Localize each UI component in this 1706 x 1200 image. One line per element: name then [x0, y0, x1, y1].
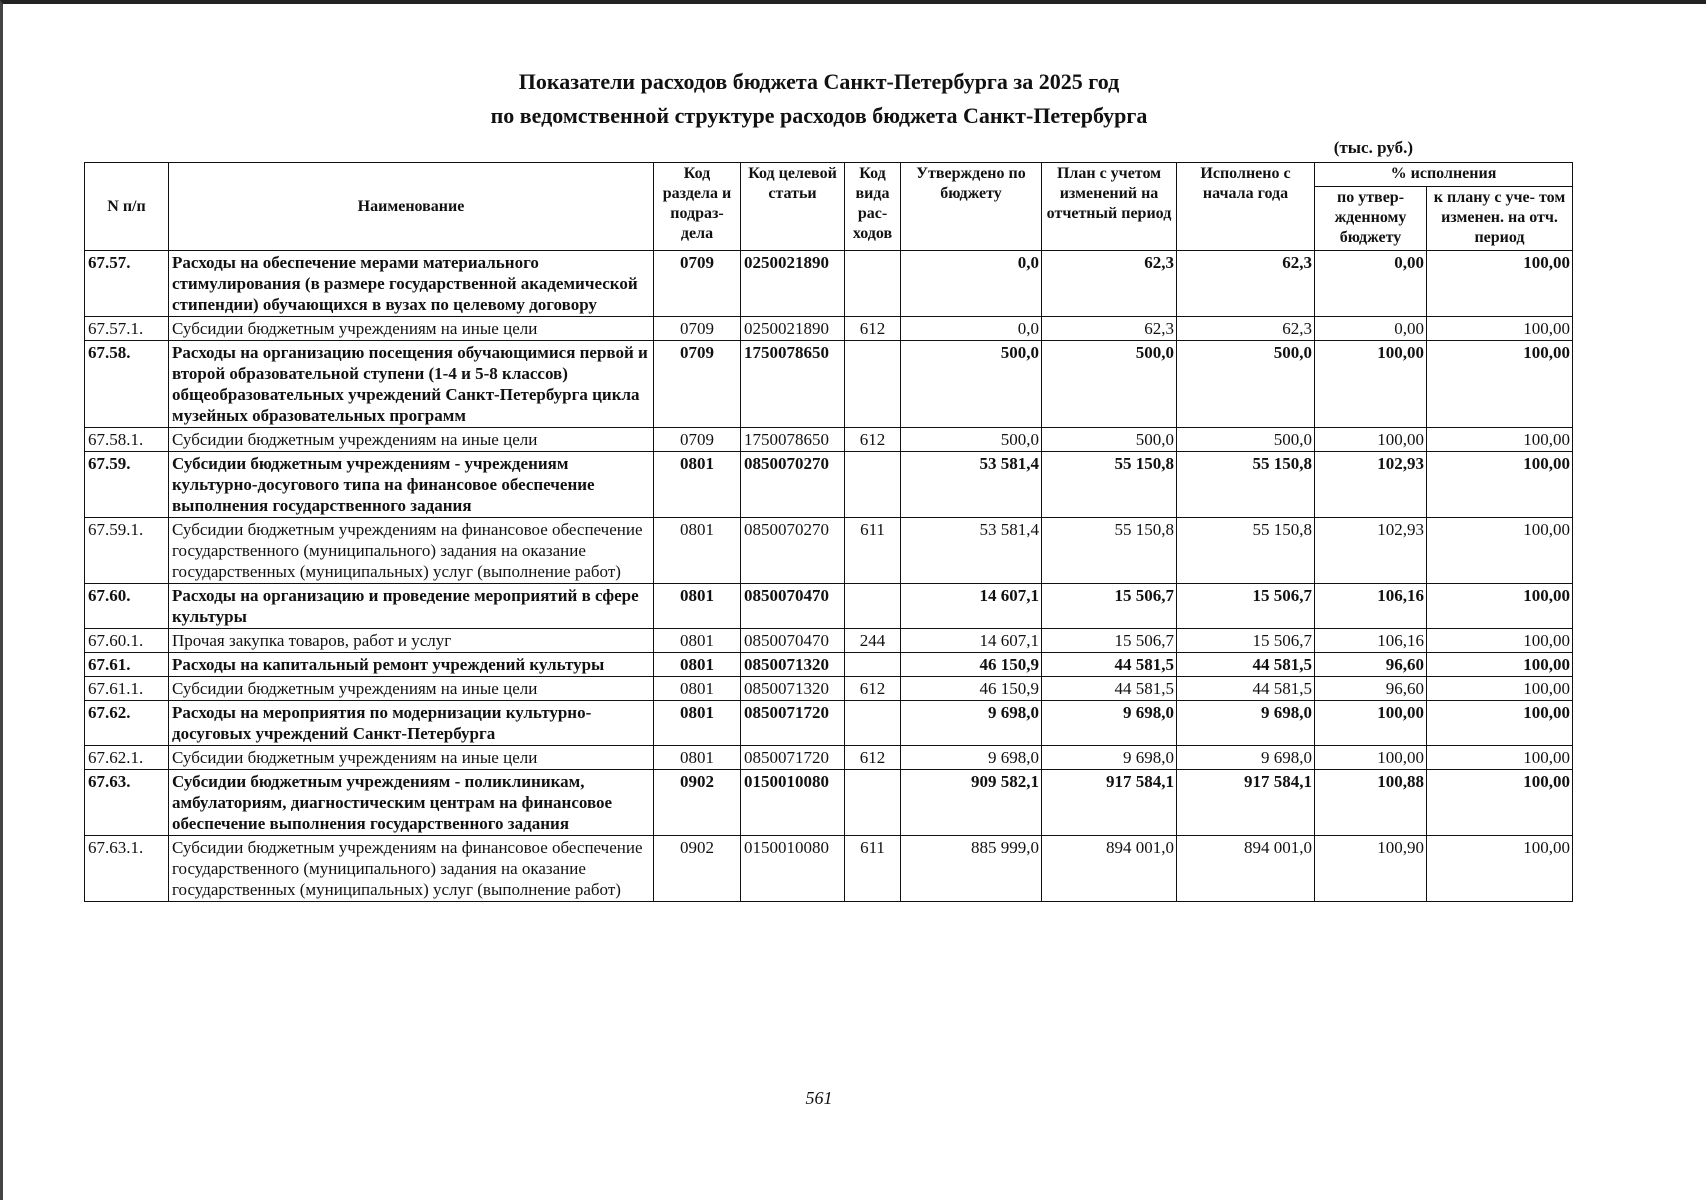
row-name: Расходы на мероприятия по модернизации культурно-досуговых учреждений Санкт-Петербурга [169, 701, 654, 746]
row-number: 67.63. [85, 770, 169, 836]
row-approved: 500,0 [901, 428, 1042, 452]
row-expense-kind [845, 341, 901, 428]
row-section-code: 0801 [654, 746, 741, 770]
row-executed: 15 506,7 [1177, 629, 1315, 653]
row-section-code: 0801 [654, 584, 741, 629]
row-expense-kind: 611 [845, 836, 901, 902]
row-expense-kind: 612 [845, 317, 901, 341]
units-label: (тыс. руб.) [1333, 138, 1413, 157]
header-pct-approved: по утвер- жденному бюджету [1315, 187, 1427, 251]
row-approved: 14 607,1 [901, 584, 1042, 629]
table-row [85, 251, 1573, 317]
row-name: Расходы на обеспечение мерами материального стимулирования (в размере государственной академической стипендии) обучающихся в вузах по целевому договору [169, 251, 654, 317]
row-expense-kind [845, 701, 901, 746]
header-section-code: Код раздела и подраз- дела [654, 163, 741, 251]
row-section-code: 0709 [654, 251, 741, 317]
row-pct-approved: 102,93 [1315, 518, 1427, 584]
header-plan: План с учетом изменений на отчетный период [1042, 163, 1177, 251]
row-section-code: 0801 [654, 518, 741, 584]
row-plan: 9 698,0 [1042, 701, 1177, 746]
row-plan: 9 698,0 [1042, 746, 1177, 770]
table-row [85, 341, 1573, 428]
row-target-code: 0850070270 [741, 518, 845, 584]
row-expense-kind: 244 [845, 629, 901, 653]
row-number: 67.61.1. [85, 677, 169, 701]
row-number: 67.61. [85, 653, 169, 677]
row-target-code: 0850071320 [741, 677, 845, 701]
header-target-code: Код целевой статьи [741, 163, 845, 251]
row-pct-plan: 100,00 [1427, 746, 1573, 770]
row-name: Прочая закупка товаров, работ и услуг [169, 629, 654, 653]
row-pct-approved: 96,60 [1315, 653, 1427, 677]
row-executed: 55 150,8 [1177, 518, 1315, 584]
row-executed: 44 581,5 [1177, 653, 1315, 677]
row-target-code: 0850070470 [741, 629, 845, 653]
row-pct-approved: 0,00 [1315, 251, 1427, 317]
row-name: Субсидии бюджетным учреждениям на финансовое обеспечение государственного (муниципального) задания на оказание государственных (муниципальных) услуг (выполнение работ) [169, 518, 654, 584]
row-plan: 500,0 [1042, 428, 1177, 452]
row-pct-plan: 100,00 [1427, 251, 1573, 317]
row-number: 67.59.1. [85, 518, 169, 584]
header-pct-plan: к плану с уче- том изменен. на отч. период [1427, 187, 1573, 251]
row-expense-kind: 612 [845, 746, 901, 770]
row-approved: 46 150,9 [901, 653, 1042, 677]
table-row [85, 746, 1573, 770]
row-approved: 9 698,0 [901, 701, 1042, 746]
header-approved: Утверждено по бюджету [901, 163, 1042, 251]
row-executed: 55 150,8 [1177, 452, 1315, 518]
row-expense-kind [845, 653, 901, 677]
row-section-code: 0902 [654, 836, 741, 902]
row-number: 67.62. [85, 701, 169, 746]
row-name: Расходы на организацию и проведение мероприятий в сфере культуры [169, 584, 654, 629]
row-number: 67.60. [85, 584, 169, 629]
row-pct-plan: 100,00 [1427, 836, 1573, 902]
row-name: Субсидии бюджетным учреждениям на иные цели [169, 428, 654, 452]
row-plan: 55 150,8 [1042, 518, 1177, 584]
row-target-code: 0850071720 [741, 746, 845, 770]
row-name: Субсидии бюджетным учреждениям на иные цели [169, 677, 654, 701]
row-executed: 500,0 [1177, 341, 1315, 428]
row-approved: 0,0 [901, 251, 1042, 317]
row-section-code: 0709 [654, 317, 741, 341]
row-plan: 500,0 [1042, 341, 1177, 428]
row-executed: 62,3 [1177, 317, 1315, 341]
row-expense-kind [845, 452, 901, 518]
row-executed: 44 581,5 [1177, 677, 1315, 701]
row-section-code: 0801 [654, 653, 741, 677]
row-approved: 885 999,0 [901, 836, 1042, 902]
row-approved: 0,0 [901, 317, 1042, 341]
row-number: 67.62.1. [85, 746, 169, 770]
page-number: 561 [805, 1088, 833, 1108]
row-name: Расходы на организацию посещения обучающимися первой и второй образовательной ступени (1-4 и 5-8 классов) общеобразовательных учреждений Санкт-Петербурга цикла музейных образовательных программ [169, 341, 654, 428]
row-pct-plan: 100,00 [1427, 770, 1573, 836]
row-pct-plan: 100,00 [1427, 584, 1573, 629]
row-target-code: 0850070270 [741, 452, 845, 518]
row-plan: 44 581,5 [1042, 653, 1177, 677]
row-approved: 53 581,4 [901, 518, 1042, 584]
document-subtitle: по ведомственной структуре расходов бюджета Санкт-Петербурга [490, 103, 1148, 128]
header-name: Наименование [169, 163, 654, 251]
row-name: Субсидии бюджетным учреждениям на иные цели [169, 317, 654, 341]
row-section-code: 0709 [654, 341, 741, 428]
row-number: 67.57. [85, 251, 169, 317]
row-pct-plan: 100,00 [1427, 428, 1573, 452]
row-section-code: 0709 [654, 428, 741, 452]
row-name: Субсидии бюджетным учреждениям на иные цели [169, 746, 654, 770]
table-row [85, 518, 1573, 584]
table-row [85, 584, 1573, 629]
table-row [85, 317, 1573, 341]
table-row [85, 701, 1573, 746]
row-executed: 15 506,7 [1177, 584, 1315, 629]
header-executed: Исполнено с начала года [1177, 163, 1315, 251]
row-number: 67.59. [85, 452, 169, 518]
row-plan: 62,3 [1042, 251, 1177, 317]
row-expense-kind [845, 584, 901, 629]
row-expense-kind: 612 [845, 428, 901, 452]
row-pct-approved: 100,00 [1315, 746, 1427, 770]
row-target-code: 0150010080 [741, 770, 845, 836]
row-pct-plan: 100,00 [1427, 701, 1573, 746]
table-row [85, 452, 1573, 518]
row-plan: 15 506,7 [1042, 629, 1177, 653]
row-expense-kind [845, 251, 901, 317]
row-expense-kind: 611 [845, 518, 901, 584]
row-pct-plan: 100,00 [1427, 677, 1573, 701]
row-pct-approved: 100,00 [1315, 701, 1427, 746]
row-target-code: 1750078650 [741, 428, 845, 452]
row-pct-approved: 100,88 [1315, 770, 1427, 836]
row-name: Расходы на капитальный ремонт учреждений культуры [169, 653, 654, 677]
row-approved: 500,0 [901, 341, 1042, 428]
row-approved: 14 607,1 [901, 629, 1042, 653]
row-plan: 917 584,1 [1042, 770, 1177, 836]
row-executed: 9 698,0 [1177, 746, 1315, 770]
table-row [85, 428, 1573, 452]
row-plan: 894 001,0 [1042, 836, 1177, 902]
row-plan: 15 506,7 [1042, 584, 1177, 629]
row-plan: 62,3 [1042, 317, 1177, 341]
row-executed: 500,0 [1177, 428, 1315, 452]
table-row [85, 836, 1573, 902]
row-approved: 909 582,1 [901, 770, 1042, 836]
row-expense-kind: 612 [845, 677, 901, 701]
row-number: 67.58. [85, 341, 169, 428]
row-executed: 894 001,0 [1177, 836, 1315, 902]
row-target-code: 1750078650 [741, 341, 845, 428]
row-number: 67.63.1. [85, 836, 169, 902]
header-expense-kind: Код вида рас- ходов [845, 163, 901, 251]
row-target-code: 0250021890 [741, 251, 845, 317]
row-section-code: 0801 [654, 452, 741, 518]
row-pct-plan: 100,00 [1427, 518, 1573, 584]
row-target-code: 0850071720 [741, 701, 845, 746]
row-section-code: 0801 [654, 677, 741, 701]
row-target-code: 0150010080 [741, 836, 845, 902]
row-section-code: 0801 [654, 701, 741, 746]
row-number: 67.58.1. [85, 428, 169, 452]
row-target-code: 0850071320 [741, 653, 845, 677]
row-executed: 917 584,1 [1177, 770, 1315, 836]
row-plan: 44 581,5 [1042, 677, 1177, 701]
row-executed: 9 698,0 [1177, 701, 1315, 746]
document-title: Показатели расходов бюджета Санкт-Петербурга за 2025 год [518, 69, 1120, 94]
row-approved: 46 150,9 [901, 677, 1042, 701]
row-pct-approved: 100,00 [1315, 428, 1427, 452]
row-executed: 62,3 [1177, 251, 1315, 317]
row-pct-approved: 100,90 [1315, 836, 1427, 902]
row-name: Субсидии бюджетным учреждениям на финансовое обеспечение государственного (муниципального) задания на оказание государственных (муниципальных) услуг (выполнение работ) [169, 836, 654, 902]
header-percent-group: % исполнения [1315, 163, 1573, 187]
row-pct-approved: 0,00 [1315, 317, 1427, 341]
row-pct-approved: 106,16 [1315, 584, 1427, 629]
table-body [85, 251, 1573, 902]
table-row [85, 677, 1573, 701]
row-target-code: 0850070470 [741, 584, 845, 629]
row-expense-kind [845, 770, 901, 836]
row-pct-approved: 102,93 [1315, 452, 1427, 518]
row-pct-plan: 100,00 [1427, 452, 1573, 518]
row-pct-plan: 100,00 [1427, 317, 1573, 341]
row-pct-plan: 100,00 [1427, 341, 1573, 428]
row-pct-plan: 100,00 [1427, 629, 1573, 653]
row-target-code: 0250021890 [741, 317, 845, 341]
row-pct-approved: 106,16 [1315, 629, 1427, 653]
table-row [85, 629, 1573, 653]
row-pct-approved: 100,00 [1315, 341, 1427, 428]
budget-table [84, 162, 1573, 902]
row-name: Субсидии бюджетным учреждениям - учреждениям культурно-досугового типа на финансовое обеспечение выполнения государственного задания [169, 452, 654, 518]
row-pct-plan: 100,00 [1427, 653, 1573, 677]
row-number: 67.60.1. [85, 629, 169, 653]
row-name: Субсидии бюджетным учреждениям - поликлиникам, амбулаториям, диагностическим центрам на финансовое обеспечение выполнения государственного задания [169, 770, 654, 836]
row-section-code: 0801 [654, 629, 741, 653]
row-number: 67.57.1. [85, 317, 169, 341]
row-section-code: 0902 [654, 770, 741, 836]
header-num: N п/п [85, 163, 169, 251]
table-row [85, 770, 1573, 836]
row-plan: 55 150,8 [1042, 452, 1177, 518]
row-pct-approved: 96,60 [1315, 677, 1427, 701]
row-approved: 9 698,0 [901, 746, 1042, 770]
table-row [85, 653, 1573, 677]
row-approved: 53 581,4 [901, 452, 1042, 518]
